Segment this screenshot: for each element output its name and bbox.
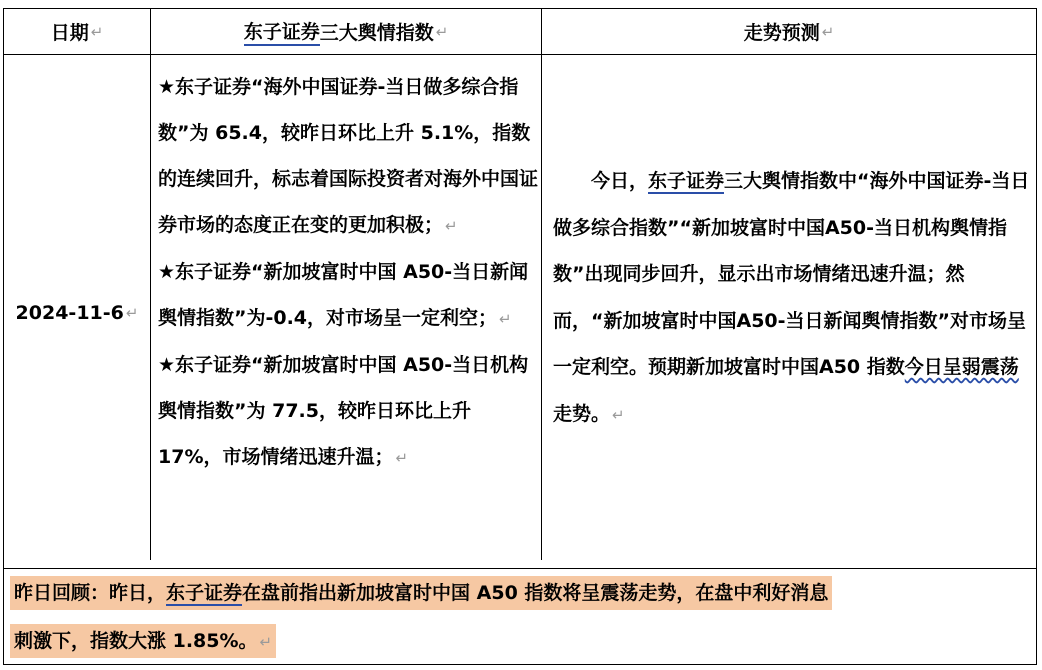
index-item-news bbox=[158, 249, 540, 342]
forecast-highlight: 今日呈弱震荡 bbox=[904, 356, 1019, 378]
header-divider bbox=[3, 54, 1037, 55]
paragraph-mark: ↵ bbox=[612, 405, 625, 424]
paragraph-mark: ↵ bbox=[435, 22, 449, 41]
review-text: 在盘前指出新加坡富时中国 A50 指数将呈震荡走势，在盘中利好消息 bbox=[242, 582, 829, 604]
paragraph-mark: ↵ bbox=[821, 22, 835, 41]
paragraph-mark: ↵ bbox=[395, 449, 409, 467]
paragraph-mark: ↵ bbox=[445, 217, 458, 235]
forecast-text: 走势。 bbox=[553, 402, 611, 425]
index-item-overseas bbox=[158, 64, 540, 249]
header-index-label: 三大舆情指数 bbox=[319, 22, 434, 44]
table-right-border bbox=[1036, 8, 1037, 665]
header-date bbox=[4, 9, 150, 54]
paragraph-mark: ↵ bbox=[259, 633, 273, 651]
forecast-text: 三大舆情指数中“海外中国证券-当日做多综合指数”“新加坡富时中国A50-当日机构舆情指数”出现同步回升，显示出市场情绪迅速升温；然而，“新加坡富时中国A50-当日新闻舆情指数”对市场呈一定利空。预期新加坡富时中国A50 指数 bbox=[553, 170, 1030, 378]
header-forecast bbox=[542, 9, 1036, 54]
date-value: 2024-11-6 bbox=[15, 302, 124, 324]
column-divider-2 bbox=[541, 8, 542, 560]
forecast-cell bbox=[553, 158, 1033, 438]
review-text: 昨日回顾：昨日， bbox=[14, 582, 167, 604]
index-cell bbox=[158, 64, 540, 481]
brand-name: 东子证券 bbox=[244, 17, 320, 46]
column-divider-1 bbox=[150, 8, 151, 560]
table-left-border bbox=[3, 8, 4, 665]
index-item-text: ★东子证券“新加坡富时中国 A50-当日机构舆情指数”为 77.5，较昨日环比上升 17%，市场情绪迅速升温； bbox=[158, 354, 529, 468]
row-divider bbox=[3, 568, 1037, 569]
index-item-institution bbox=[158, 342, 540, 481]
review-text: 刺激下，指数大涨 1.85%。 bbox=[14, 630, 258, 652]
paragraph-mark: ↵ bbox=[90, 22, 104, 41]
header-date-label: 日期 bbox=[50, 22, 89, 44]
index-item-text: ★东子证券“新加坡富时中国 A50-当日新闻舆情指数”为-0.4，对市场呈一定利空； bbox=[158, 261, 529, 329]
index-item-text: ★东子证券“海外中国证券-当日做多综合指数”为 65.4，较昨日环比上升 5.1%，指数的连续回升，标志着国际投资者对海外中国证券市场的态度正在变的更加积极； bbox=[158, 76, 539, 236]
paragraph-mark: ↵ bbox=[125, 304, 139, 322]
table-bottom-border bbox=[3, 664, 1037, 665]
forecast-text: 今日， bbox=[591, 170, 649, 192]
review-line-1 bbox=[10, 576, 832, 610]
header-index bbox=[151, 9, 541, 54]
paragraph-mark: ↵ bbox=[499, 310, 512, 328]
forecast-paragraph bbox=[553, 158, 1033, 438]
brand-name: 东子证券 bbox=[648, 170, 725, 192]
brand-name: 东子证券 bbox=[166, 582, 243, 604]
review-line-2 bbox=[10, 624, 276, 658]
date-cell bbox=[4, 290, 150, 336]
header-forecast-label: 走势预测 bbox=[743, 22, 820, 44]
